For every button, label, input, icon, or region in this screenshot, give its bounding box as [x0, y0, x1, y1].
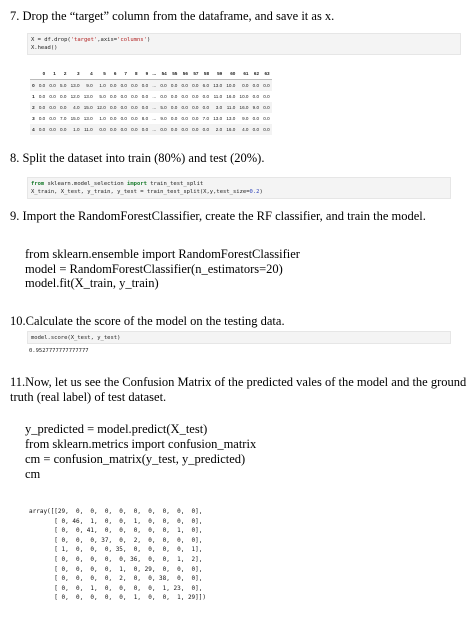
- table-row-index: 3: [32, 116, 35, 121]
- step-8-code-line-2: X_train, X_test, y_train, y_test = train_test_split(X,y,test_size=0.2): [31, 189, 263, 195]
- step-11-code-line-3: cm = confusion_matrix(y_test, y_predicted): [25, 452, 246, 466]
- table-cell: 15.0: [82, 102, 95, 113]
- table-column-header: 61: [237, 68, 250, 80]
- table-cell: 0.0: [179, 102, 190, 113]
- table-cell: 0.0: [201, 102, 212, 113]
- table-cell: 16.0: [224, 124, 237, 135]
- table-cell: 13.0: [83, 94, 93, 99]
- table-column-header: 4: [82, 68, 95, 80]
- confusion-matrix-line: [ 0, 46, 1, 0, 0, 1, 0, 0, 0, 0],: [29, 517, 203, 525]
- table-cell: 9.0: [242, 116, 249, 121]
- confusion-matrix-line: [ 0, 0, 1, 0, 0, 0, 0, 1, 23, 0],: [29, 584, 203, 592]
- table-cell: 9.0: [160, 116, 167, 121]
- confusion-matrix-line: array([[29, 0, 0, 0, 0, 0, 0, 0, 0, 0],: [29, 508, 203, 515]
- step-7-heading: 7. Drop the “target” column from the dataframe, and save it as x.: [10, 9, 335, 23]
- table-cell: 4.0: [237, 124, 250, 135]
- table-cell: 0.0: [108, 102, 119, 113]
- table-row: [30, 113, 272, 124]
- table-cell: 0.0: [261, 80, 272, 92]
- table-cell: 0.0: [169, 124, 180, 135]
- table-cell: ...: [150, 124, 158, 135]
- table-cell: 0.0: [192, 116, 199, 121]
- table-cell: 11.0: [224, 102, 237, 113]
- table-cell: 0.0: [47, 80, 58, 92]
- table-cell: 0.0: [118, 80, 129, 92]
- table-cell: 0.0: [140, 80, 151, 92]
- table-cell: 13.0: [213, 116, 223, 121]
- table-cell: 1.0: [68, 124, 81, 135]
- table-cell: 10.0: [239, 94, 249, 99]
- table-cell: 3.0: [211, 102, 224, 113]
- table-cell: 0.0: [108, 124, 119, 135]
- table-cell: 0.0: [261, 124, 272, 135]
- table-cell: 0.0: [190, 124, 201, 135]
- table-cell: 0.0: [263, 94, 270, 99]
- table-column-header: 2: [58, 68, 69, 80]
- step-10-heading: 10.Calculate the score of the model on the testing data.: [10, 314, 285, 328]
- table-cell: 10.0: [224, 80, 237, 92]
- table-cell: 0.0: [120, 94, 127, 99]
- table-cell: 0.0: [47, 102, 58, 113]
- table-cell: 0.0: [251, 124, 262, 135]
- confusion-matrix-line: [ 0, 0, 0, 0, 2, 0, 0, 38, 0, 0],: [29, 575, 203, 583]
- step-7-code-cell[interactable]: [27, 33, 461, 55]
- table-cell: 8.0: [141, 116, 149, 121]
- table-column-header: 62: [251, 68, 262, 80]
- table-cell: 5.0: [158, 102, 169, 113]
- step-7-code-line-2: X.head(): [31, 45, 58, 51]
- table-cell: 15.0: [70, 116, 80, 121]
- table-column-header: 54: [158, 68, 169, 80]
- table-cell: 0.0: [131, 94, 138, 99]
- table-row-index: 1: [32, 94, 35, 99]
- table-cell: 0.0: [110, 94, 117, 99]
- table-cell: ...: [150, 102, 158, 113]
- table-column-header: 0: [37, 68, 48, 80]
- table-column-header: 56: [179, 68, 190, 80]
- table-column-header: [30, 68, 37, 80]
- table-cell: 11.0: [213, 94, 223, 99]
- table-cell: 6.0: [201, 80, 212, 92]
- table-cell: 16.0: [237, 102, 250, 113]
- table-cell: 0.0: [140, 124, 151, 135]
- table-cell: ...: [150, 80, 158, 92]
- table-cell: 0.0: [181, 94, 188, 99]
- table-cell: 0.0: [38, 116, 46, 121]
- table-cell: 0.0: [252, 116, 260, 121]
- table-cell: 0.0: [58, 124, 69, 135]
- table-cell: 0.0: [170, 94, 178, 99]
- step-9-code-line-2: model = RandomForestClassifier(n_estimators=20): [25, 262, 283, 276]
- table-cell: 0.0: [190, 102, 201, 113]
- table-column-header: 1: [47, 68, 58, 80]
- table-column-header: 55: [169, 68, 180, 80]
- table-cell: 0.0: [120, 116, 127, 121]
- table-column-header: 6: [108, 68, 119, 80]
- confusion-matrix-line: [ 0, 0, 41, 0, 0, 0, 0, 0, 1, 0],: [29, 527, 203, 535]
- table-cell: 0.0: [118, 102, 129, 113]
- table-cell: 0.0: [179, 124, 190, 135]
- step-9-code-line-3: model.fit(X_train, y_train): [25, 276, 159, 290]
- step-10-code-line: model.score(X_test, y_test): [31, 335, 121, 341]
- table-row-index: 2: [30, 102, 37, 113]
- table-cell: 0.0: [60, 94, 67, 99]
- step-8-heading: 8. Split the dataset into train (80%) and test (20%).: [10, 151, 265, 165]
- table-cell: 0.0: [37, 102, 48, 113]
- table-cell: 0.0: [58, 102, 69, 113]
- table-cell: 11.0: [82, 124, 95, 135]
- table-cell: 0.0: [131, 116, 138, 121]
- table-cell: 0.0: [201, 124, 212, 135]
- table-cell: 9.0: [251, 102, 262, 113]
- table-cell: ...: [152, 116, 157, 121]
- table-column-header: 60: [224, 68, 237, 80]
- table-row: [30, 102, 272, 113]
- table-column-header: 63: [261, 68, 272, 80]
- step-11-code-line-2: from sklearn.metrics import confusion_matrix: [25, 437, 257, 451]
- table-cell: 7.0: [202, 116, 210, 121]
- step-11-heading: 11.Now, let us see the Confusion Matrix of the predicted vales of the model and the ground truth (real label) of test dataset.: [10, 375, 467, 404]
- table-column-header: 59: [211, 68, 224, 80]
- table-cell: 0.0: [118, 124, 129, 135]
- table-cell: 2.0: [211, 124, 224, 135]
- confusion-matrix-line: [ 1, 0, 0, 0, 35, 0, 0, 0, 0, 1],: [29, 546, 203, 554]
- table-cell: 0.0: [140, 102, 151, 113]
- confusion-matrix-line: [ 0, 0, 0, 37, 0, 2, 0, 0, 0, 0],: [29, 536, 203, 544]
- table-cell: 16.0: [226, 94, 236, 99]
- table-column-header: 3: [68, 68, 81, 80]
- table-cell: 9.0: [82, 80, 95, 92]
- table-cell: 4.0: [68, 102, 81, 113]
- table-column-header: 58: [201, 68, 212, 80]
- confusion-matrix-output: [29, 507, 206, 603]
- confusion-matrix-line: [ 0, 0, 0, 0, 0, 1, 0, 0, 1, 29]]): [29, 594, 207, 602]
- table-cell: 0.0: [160, 94, 167, 99]
- table-cell: 0.0: [190, 80, 201, 92]
- table-cell: 0.0: [141, 94, 149, 99]
- table-row-index: 0: [30, 80, 37, 92]
- table-cell: 5.0: [58, 80, 69, 92]
- step-11-code-line-1: y_predicted = model.predict(X_test): [25, 422, 208, 436]
- table-cell: 0.0: [237, 80, 250, 92]
- step-10-output: 0.9527777777777777: [29, 348, 89, 354]
- table-row: [30, 91, 272, 102]
- table-cell: 1.0: [95, 80, 108, 92]
- table-cell: 13.0: [226, 116, 236, 121]
- table-cell: 0.0: [95, 124, 108, 135]
- table-row-index: 4: [30, 124, 37, 135]
- confusion-matrix-line: [ 0, 0, 0, 0, 1, 0, 29, 0, 0, 0],: [29, 565, 203, 573]
- table-cell: 0.0: [179, 80, 190, 92]
- table-column-header: ...: [150, 68, 158, 80]
- table-cell: 0.0: [261, 102, 272, 113]
- step-9-heading: 9. Import the RandomForestClassifier, create the RF classifier, and train the model.: [10, 209, 426, 223]
- table-cell: 0.0: [252, 94, 260, 99]
- table-cell: 0.0: [38, 94, 46, 99]
- table-cell: 0.0: [158, 80, 169, 92]
- table-cell: 0.0: [169, 102, 180, 113]
- table-row: [30, 80, 272, 92]
- table-cell: 0.0: [169, 80, 180, 92]
- table-cell: 0.0: [108, 80, 119, 92]
- step-8-code-line-1: from sklearn.model_selection import train_test_split: [31, 181, 204, 187]
- table-cell: 0.0: [158, 124, 169, 135]
- table-cell: 0.0: [47, 124, 58, 135]
- table-column-header: 8: [129, 68, 140, 80]
- table-cell: 0.0: [37, 80, 48, 92]
- confusion-matrix-line: [ 0, 0, 0, 0, 0, 36, 0, 0, 1, 2],: [29, 555, 203, 563]
- table-cell: 0.0: [49, 94, 56, 99]
- table-column-header: 9: [140, 68, 151, 80]
- table-cell: 0.0: [181, 116, 188, 121]
- step-10-code-cell[interactable]: [27, 331, 451, 344]
- table-cell: 12.0: [95, 102, 108, 113]
- table-cell: 5.0: [99, 94, 106, 99]
- table-header-row: [30, 68, 272, 80]
- table-cell: 12.0: [70, 94, 80, 99]
- table-column-header: 7: [118, 68, 129, 80]
- table-cell: 13.0: [83, 116, 93, 121]
- table-cell: ...: [152, 94, 157, 99]
- table-cell: 0.0: [251, 80, 262, 92]
- table-cell: 13.0: [68, 80, 81, 92]
- table-cell: 0.0: [202, 94, 210, 99]
- table-cell: 1.0: [99, 116, 106, 121]
- step-7-code-line-1: X = df.drop('target',axis='columns'): [31, 37, 151, 43]
- dataframe-head-table: [30, 68, 272, 135]
- table-cell: 0.0: [110, 116, 117, 121]
- table-cell: 0.0: [170, 116, 178, 121]
- table-cell: 0.0: [37, 124, 48, 135]
- table-column-header: 57: [190, 68, 201, 80]
- step-9-code-line-1: from sklearn.ensemble import RandomForestClassifier: [25, 247, 300, 261]
- table-cell: 0.0: [49, 116, 56, 121]
- table-cell: 0.0: [263, 116, 270, 121]
- step-11-code-line-4: cm: [25, 467, 41, 481]
- table-cell: 7.0: [60, 116, 67, 121]
- table-cell: 13.0: [211, 80, 224, 92]
- step-8-code-cell[interactable]: [27, 177, 451, 199]
- table-cell: 0.0: [129, 124, 140, 135]
- table-column-header: 5: [95, 68, 108, 80]
- table-row: [30, 124, 272, 135]
- table-cell: 0.0: [192, 94, 199, 99]
- table-cell: 0.0: [129, 80, 140, 92]
- table-cell: 0.0: [129, 102, 140, 113]
